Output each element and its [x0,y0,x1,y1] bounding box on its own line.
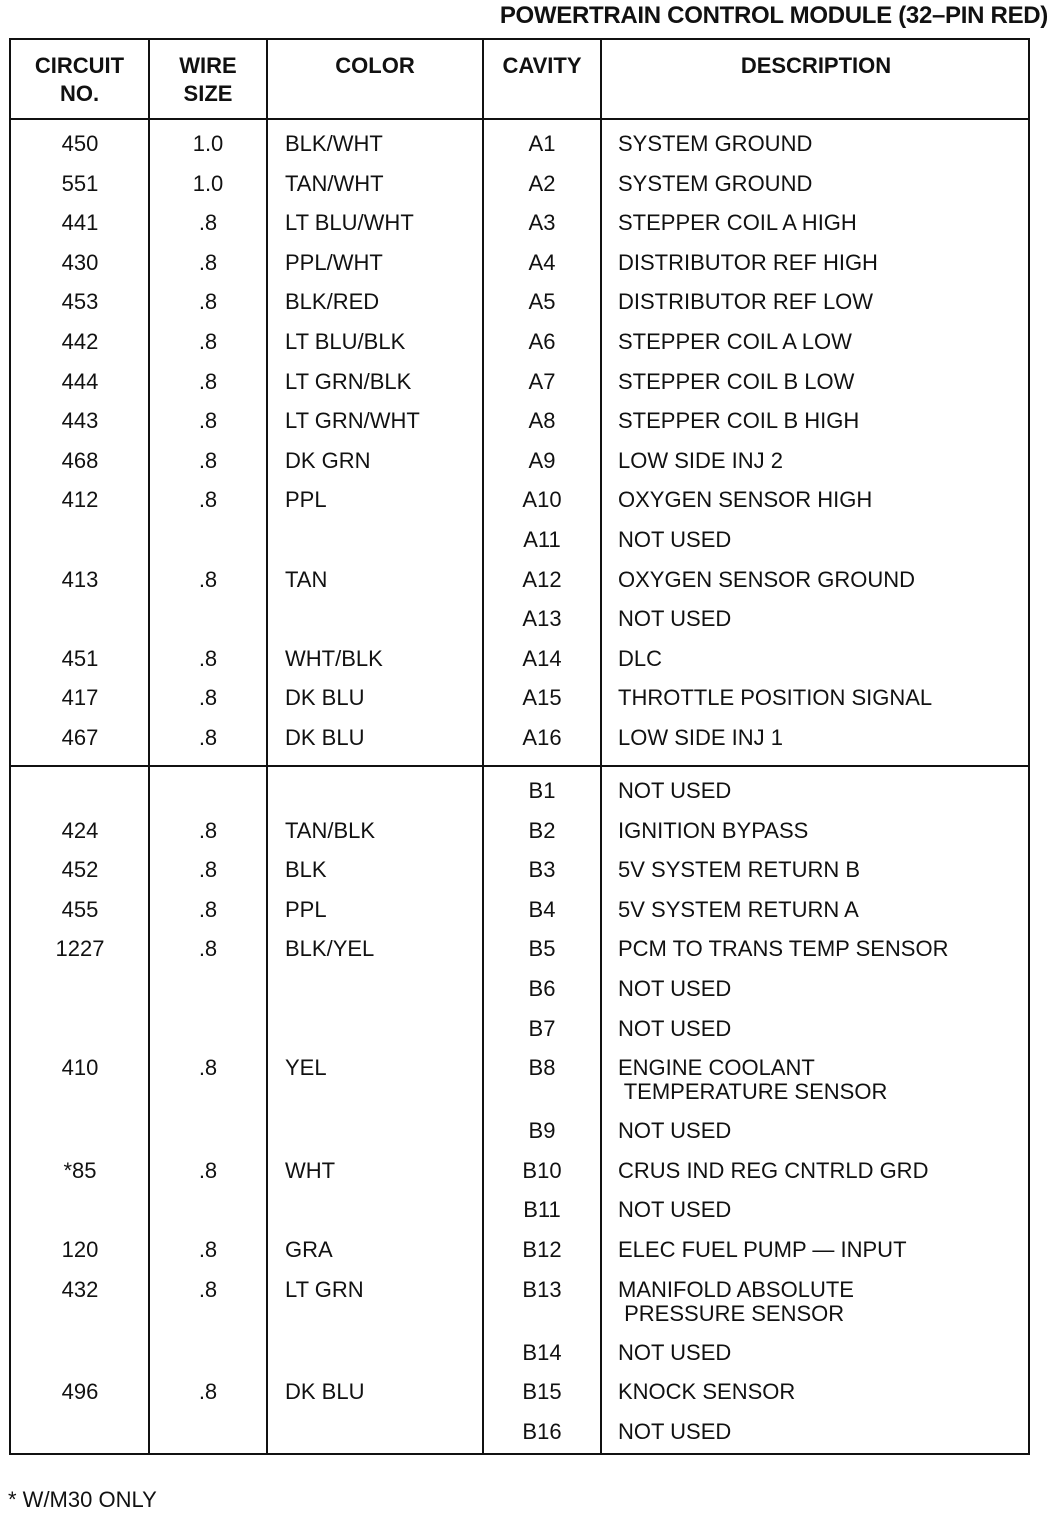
table-row [11,686,1028,726]
wire-size-cell: .8 [198,289,218,315]
cavity-cell: A15 [522,685,562,711]
table-row [11,528,1028,568]
table-row [11,1017,1028,1057]
circuit-cell: 1227 [55,936,105,962]
color-cell: BLK/YEL [285,936,375,962]
wire-size-cell: .8 [198,368,218,394]
color-cell: LT BLU/BLK [285,328,406,354]
cavity-cell: A16 [522,724,562,750]
description-cell: ENGINE COOLANT TEMPERATURE SENSOR [618,1055,888,1105]
description-cell: DISTRIBUTOR REF HIGH [618,249,878,275]
circuit-cell: 452 [61,857,99,883]
description-cell: NOT USED [618,1339,732,1365]
wire-size-cell: .8 [198,487,218,513]
wire-size-cell: .8 [198,896,218,922]
description-cell: MANIFOLD ABSOLUTE PRESSURE SENSOR [618,1276,854,1326]
color-cell: LT GRN/BLK [285,368,412,394]
color-cell: GRA [285,1236,333,1262]
description-cell: NOT USED [618,1197,732,1223]
circuit-cell: 443 [61,408,99,434]
cavity-cell: B11 [523,1197,561,1223]
wire-size-cell: .8 [198,685,218,711]
table-row [11,937,1028,977]
cavity-cell: A3 [528,210,556,236]
table-row [11,858,1028,898]
header-divider [11,118,1028,120]
header-cavity: CAVITY [502,53,582,78]
table-row [11,132,1028,172]
wire-size-cell: .8 [198,328,218,354]
description-cell: NOT USED [618,778,732,803]
header-description: DESCRIPTION [740,53,892,78]
description-cell: NOT USED [618,1015,732,1041]
description-cell: DISTRIBUTOR REF LOW [618,289,874,315]
wire-size-cell: .8 [198,645,218,671]
cavity-cell: A10 [522,487,562,513]
wire-size-cell: .8 [198,857,218,883]
table-row [11,1238,1028,1278]
table-row [11,977,1028,1017]
circuit-cell: *85 [63,1157,97,1183]
cavity-cell: B3 [528,857,556,883]
wire-size-cell: .8 [198,447,218,473]
cavity-cell: B1 [528,778,556,803]
wire-size-cell: 1.0 [192,131,224,156]
circuit-cell: 410 [61,1055,99,1081]
table-row [11,779,1028,819]
circuit-cell: 451 [61,645,99,671]
wire-size-cell: .8 [198,1055,218,1081]
description-cell: 5V SYSTEM RETURN A [618,896,859,922]
cavity-cell: B5 [528,936,556,962]
description-cell: LOW SIDE INJ 2 [618,447,784,473]
color-cell: LT GRN/WHT [285,408,420,434]
color-cell: LT GRN [285,1276,364,1302]
circuit-cell: 413 [61,566,99,592]
cavity-cell: A5 [528,289,556,315]
cavity-cell: B2 [528,817,556,843]
description-cell: STEPPER COIL A LOW [618,328,852,354]
table-row [11,726,1028,766]
wire-size-cell: .8 [198,249,218,275]
table-row [11,449,1028,489]
description-cell: LOW SIDE INJ 1 [618,724,784,750]
table-row [11,211,1028,251]
color-cell: TAN/WHT [285,170,384,196]
table-row [11,1380,1028,1420]
table-row [11,409,1028,449]
cavity-cell: A2 [528,170,556,196]
description-cell: KNOCK SENSOR [618,1379,796,1405]
cavity-cell: A14 [522,645,562,671]
cavity-cell: A11 [523,526,561,552]
color-cell: PPL [285,896,327,922]
table-row [11,607,1028,647]
cavity-cell: A4 [528,249,556,275]
cavity-cell: B12 [522,1236,562,1262]
cavity-cell: B7 [528,1015,556,1041]
circuit-cell: 424 [61,817,99,843]
description-cell: NOT USED [618,1418,732,1444]
wire-size-cell: .8 [198,210,218,236]
description-cell: SYSTEM GROUND [618,170,813,196]
description-cell: SYSTEM GROUND [618,131,813,156]
footnote: * W/M30 ONLY [8,1487,157,1512]
circuit-cell: 468 [61,447,99,473]
wire-size-cell: .8 [198,1276,218,1302]
table-row [11,1056,1028,1119]
cavity-cell: B14 [522,1339,562,1365]
section-a-rows [11,132,1028,766]
color-cell: PPL [285,487,327,513]
color-cell: LT BLU/WHT [285,210,414,236]
description-cell: 5V SYSTEM RETURN B [618,857,861,883]
description-cell: ELEC FUEL PUMP — INPUT [618,1236,907,1262]
wire-size-cell: .8 [198,566,218,592]
circuit-cell: 442 [61,328,99,354]
description-cell: STEPPER COIL B LOW [618,368,855,394]
circuit-cell: 450 [61,131,99,156]
description-cell: CRUS IND REG CNTRLD GRD [618,1157,929,1183]
cavity-cell: A8 [528,408,556,434]
color-cell: BLK [285,857,327,883]
circuit-cell: 430 [61,249,99,275]
wire-size-cell: .8 [198,1157,218,1183]
color-cell: DK BLU [285,724,365,750]
table-row [11,1341,1028,1381]
wire-size-cell: .8 [198,408,218,434]
description-cell: OXYGEN SENSOR GROUND [618,566,916,592]
table-row [11,1420,1028,1460]
description-cell: NOT USED [618,1118,732,1144]
description-cell: NOT USED [618,975,732,1001]
wire-size-cell: 1.0 [192,170,224,196]
wire-size-cell: .8 [198,817,218,843]
wire-size-cell: .8 [198,1379,218,1405]
table-row [11,647,1028,687]
circuit-cell: 432 [61,1276,99,1302]
circuit-cell: 417 [61,685,99,711]
cavity-cell: A6 [528,328,556,354]
color-cell: DK BLU [285,1379,365,1405]
description-cell: NOT USED [618,526,732,552]
table-row [11,1278,1028,1341]
description-cell: IGNITION BYPASS [618,817,809,843]
table-row [11,1119,1028,1159]
color-cell: TAN/BLK [285,817,376,843]
cavity-cell: A12 [522,566,562,592]
circuit-cell: 496 [61,1379,99,1405]
cavity-cell: B4 [528,896,556,922]
table-row [11,370,1028,410]
cavity-cell: A13 [522,606,562,632]
description-cell: PCM TO TRANS TEMP SENSOR [618,936,949,962]
color-cell: DK BLU [285,685,365,711]
cavity-cell: B13 [522,1276,562,1302]
cavity-cell: A9 [528,447,556,473]
description-cell: DLC [618,645,663,671]
color-cell: BLK/WHT [285,131,383,156]
cavity-cell: B15 [522,1379,562,1405]
description-cell: NOT USED [618,606,732,632]
table-row [11,172,1028,212]
wire-size-cell: .8 [198,1236,218,1262]
circuit-cell: 455 [61,896,99,922]
cavity-cell: A1 [528,131,556,156]
page-title: POWERTRAIN CONTROL MODULE (32–PIN RED) [499,2,1048,29]
circuit-cell: 551 [61,170,99,196]
color-cell: WHT/BLK [285,645,383,671]
section-b-rows [11,779,1028,1459]
circuit-cell: 412 [61,487,99,513]
color-cell: BLK/RED [285,289,380,315]
circuit-cell: 467 [61,724,99,750]
header-color: COLOR [335,53,415,78]
color-cell: TAN [285,566,328,592]
color-cell: WHT [285,1157,336,1183]
description-cell: STEPPER COIL B HIGH [618,408,860,434]
description-cell: STEPPER COIL A HIGH [618,210,857,236]
description-cell: OXYGEN SENSOR HIGH [618,487,873,513]
table-row [11,1159,1028,1199]
cavity-cell: B8 [528,1055,556,1081]
header-circuit-no: CIRCUIT NO. [34,53,125,106]
cavity-cell: B10 [522,1157,562,1183]
wire-size-cell: .8 [198,724,218,750]
description-cell: THROTTLE POSITION SIGNAL [618,685,933,711]
cavity-cell: B9 [528,1118,556,1144]
table-row [11,251,1028,291]
color-cell: YEL [285,1055,327,1081]
cavity-cell: B16 [522,1418,562,1444]
table-row [11,488,1028,528]
connector-table [9,38,1030,1455]
table-row [11,819,1028,859]
color-cell: DK GRN [285,447,371,473]
cavity-cell: A7 [528,368,556,394]
circuit-cell: 120 [61,1236,99,1262]
circuit-cell: 453 [61,289,99,315]
table-row [11,568,1028,608]
wire-size-cell: .8 [198,936,218,962]
color-cell: PPL/WHT [285,249,383,275]
table-row [11,330,1028,370]
table-row [11,290,1028,330]
table-row [11,1198,1028,1238]
cavity-cell: B6 [528,975,556,1001]
circuit-cell: 441 [61,210,99,236]
circuit-cell: 444 [61,368,99,394]
header-wire-size: WIRE SIZE [179,53,237,106]
table-row [11,898,1028,938]
